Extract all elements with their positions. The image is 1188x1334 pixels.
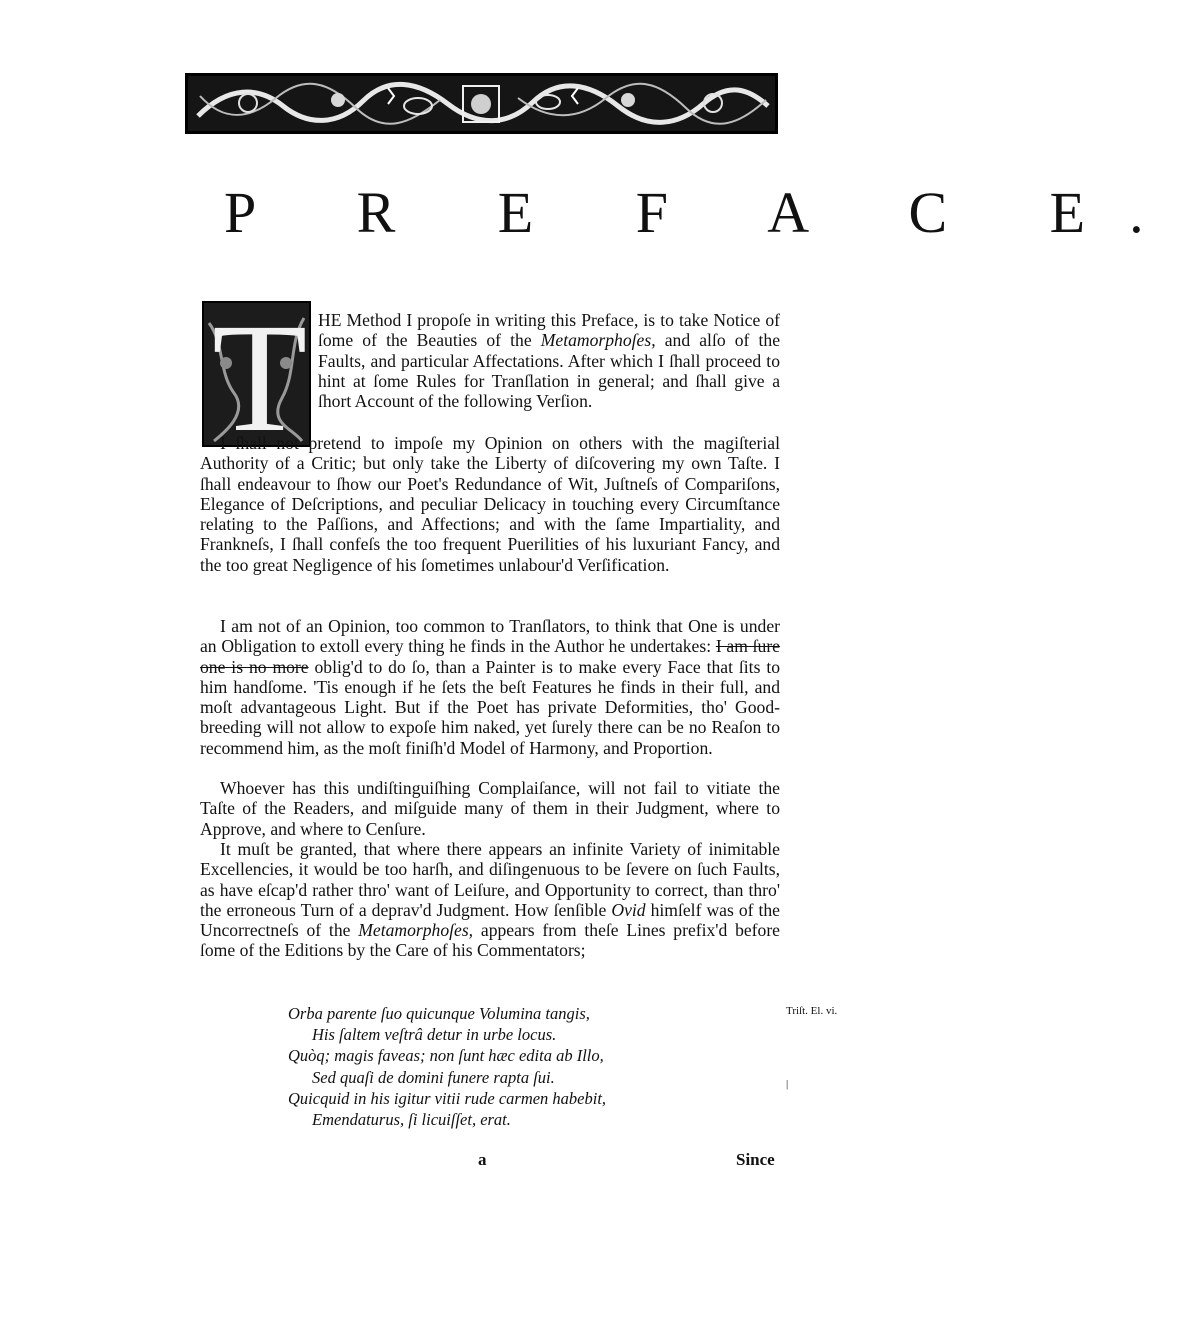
drop-cap bbox=[202, 291, 311, 464]
catchword: Since bbox=[736, 1150, 775, 1169]
marginal-note: Triſt. El. vi. bbox=[786, 1005, 838, 1017]
paragraph-intro: HE Method I propoſe in writing this Preface, is to take Notice of ſome of the Beauties of the Metamorphoſes, and alſo of the Faults, and particular Affectations. After which I ſhall proceed to hint at ſome Rules for Tranſlation in general; and ſhall give a ſhort Account of the following Verſion. bbox=[318, 310, 781, 412]
verse-line: Quicquid in his igitur vitii rude carmen habebit, bbox=[288, 1088, 607, 1108]
paragraph-complaisance: Whoever has this undiſtinguiſhing Complaiſance, will not fail to vitiate the Taſte of the Readers, and miſguide many of them in their Judgment, where to Approve, and where to Cenſure. bbox=[200, 778, 780, 839]
paragraph-translators: I am not of an Opinion, too common to Tranſlators, to think that One is under an Obligation to extoll every thing he finds in the Author he undertakes: I am ſure one is no more oblig'd to do ſo, than a Painter is to make every Face that ſits to him handſome. 'Tis enough if he ſets the beſt Features he finds in their full, and moſt advantageous Light. But if the Poet has private Deformities, tho' Good-breeding will not allow to expoſe him naked, yet ſurely there can be no Reaſon to recommend him, as the moſt finiſh'd Model of Harmony, and Proportion. bbox=[200, 616, 781, 758]
page-title: P R E F A C E. bbox=[224, 180, 1188, 245]
paragraph-ovid: It muſt be granted, that where there appears an infinite Variety of inimitable Excellencies, it would be too harſh, and diſingenuous to be ſevere on ſuch Faults, as have eſcap'd rather thro' want of Leiſure, and Opportunity to correct, than thro' the erroneous Turn of a deprav'd Judgment. How ſenſible Ovid himſelf was of the Uncorrectneſs of the Metamorphoſes, appears from theſe Lines prefix'd before ſome of the Editions by the Care of his Commentators; bbox=[200, 839, 780, 961]
latin-verse bbox=[288, 1003, 708, 1130]
verse-line: Orba parente ſuo quicunque Volumina tangis, bbox=[288, 1004, 590, 1023]
paragraph-opinion: I ſhall not pretend to impoſe my Opinion on others with the magiſterial Authority of a Critic; but only take the Liberty of diſcovering my own Taſte. I ſhall endeavour to ſhow our Poet's Redundance of Wit, Juſtneſs of Compariſons, Elegance of Deſcriptions, and peculiar Delicacy in touching every Circumſtance relating to the Paſſions, and Affections; and with the ſame Impartiality, and Frankneſs, I ſhall confeſs the too frequent Puerilities of his luxuriant Fancy, and the too great Negligence of his ſometimes unlabour'd Verſification. bbox=[200, 433, 780, 575]
signature-mark: a bbox=[478, 1150, 487, 1169]
ornamental-headpiece bbox=[185, 73, 778, 134]
drop-cap-letter: T bbox=[212, 291, 308, 464]
verse-line: His ſaltem veſtrâ detur in urbe locus. bbox=[312, 1025, 557, 1045]
verse-line: Quòq; magis faveas; non ſunt hæc edita ab Illo, bbox=[288, 1046, 604, 1066]
verse-line: Emendaturus, ſi licuiſſet, erat. bbox=[312, 1110, 511, 1130]
margin-mark: | bbox=[786, 1078, 789, 1090]
headpiece-ornament-icon bbox=[188, 76, 775, 131]
verse-line: Sed quaſi de domini funere rapta ſui. bbox=[312, 1067, 555, 1087]
